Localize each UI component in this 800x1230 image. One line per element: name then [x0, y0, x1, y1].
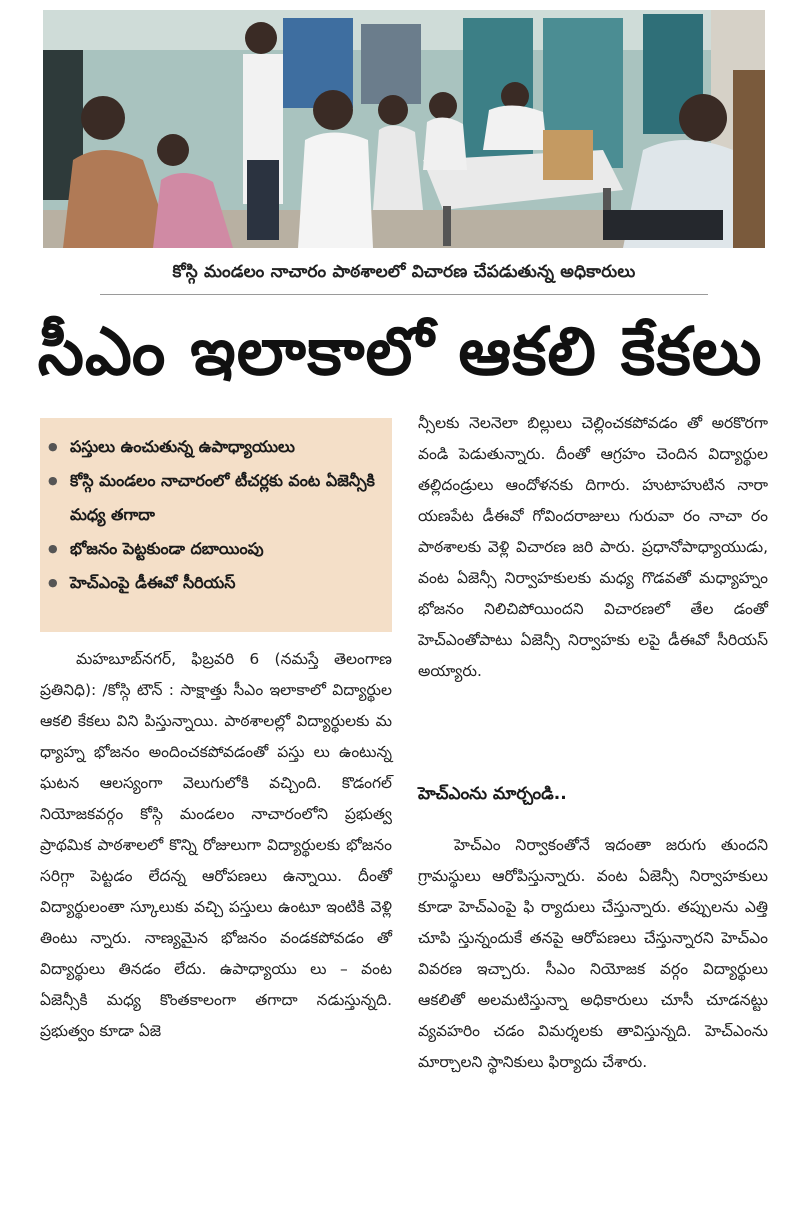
bullet-icon: ● [48, 440, 58, 453]
bullet-icon: ● [48, 542, 58, 555]
classroom-meeting-photo-icon [43, 10, 765, 248]
highlight-item: ● పస్తులు ఉంచుతున్న ఉపాధ్యాయులు [48, 430, 384, 464]
article-right-column-top: న్సీలకు నెలనెలా బిల్లులు చెల్లించకపోవడం తో అరకొరగా వండి పెడుతున్నారు. దీంతో ఆగ్రహం చెందిన విద్యార్థుల తల్లిదండ్రులు ఆందోళనకు దిగారు. హుటాహుటిన నారా యణపేట డీఈవో గోవిందరాజులు గురువా రం నాచా రం పాఠశాలకు వెళ్లి విచారణ జరి పారు. ప్రధానోపాధ్యాయుడు, వంట ఏజెన్సీ నిర్వాహకులకు మధ్య గొడవతో మధ్యాహ్నం భోజనం నిలిచిపోయిందని విచారణలో తేల డంతో హెచ్ఎంతోపాటు ఏజెన్సీ నిర్వాహకు లపై డీఈవో సీరియస్ అయ్యారు. [418, 414, 768, 680]
headline: సీఎం ఇలాకాలో ఆకలి కేకలు [37, 313, 763, 390]
highlights-box [40, 418, 392, 632]
article-left-column: మహబూబ్‌నగర్, ఫిబ్రవరి 6 (నమస్తే తెలంగాణ ప్రతినిధి): /కోస్గి టౌన్ : సాక్షాత్తు సీఎం ఇలాకాలో విద్యార్థుల ఆకలి కేకలు విని పిస్తున్నాయి. పాఠశాలల్లో విద్యార్థులకు మ ధ్యాహ్న భోజనం అందించకపోవడంతో పస్తు లు ఉంటున్న ఘటన ఆలస్యంగా వెలుగులోకి వచ్చింది. కొడంగల్ నియోజకవర్గం కోస్గి మండలం నాచారంలోని ప్రభుత్వ ప్రాథమిక పాఠశాలలో కొన్ని రోజులుగా విద్యార్థులకు భోజనం సరిగ్గా పెట్టడం లేదన్న ఆరోపణలు ఉన్నాయి. దీంతో విద్యార్థులంతా స్కూలుకు వచ్చి పస్తులు ఉంటూ ఇంటికి వెళ్లి తింటు న్నారు. నాణ్యమైన భోజనం వండకపోవడం తో విద్యార్థులు తినడం లేదు. ఉపాధ్యాయు లు – వంట ఏజెన్సీకి మధ్య కొంతకాలంగా తగాదా నడుస్తున్నది. ప్రభుత్వం కూడా ఏజె [40, 650, 392, 1040]
bullet-icon: ● [48, 474, 58, 487]
highlight-item: ● కోస్గి మండలం నాచారంలో టీచర్లకు వంట ఏజెన్సీకి మధ్య తగాదా [48, 464, 384, 532]
bullet-icon: ● [48, 576, 58, 589]
article-subheading: హెచ్ఎంను మార్చండి.. [418, 784, 567, 804]
article-right-column-bottom: హెచ్ఎం నిర్వాకంతోనే ఇదంతా జరుగు తుందని గ్రామస్థులు ఆరోపిస్తున్నారు. వంట ఏజెన్సీ నిర్వాహకులు కూడా హెచ్ఎంపై ఫి ర్యాదులు చేస్తున్నారు. తప్పులను ఎత్తి చూపి స్తున్నందుకే తనపై ఆరోపణలు చేస్తున్నారని హెచ్ఎం వివరణ ఇచ్చారు. సీఎం నియోజక వర్గం విద్యార్థులు ఆకలితో అలమటిస్తున్నా అధికారులు చూసీ చూడనట్టు వ్యవహరిం చడం విమర్శలకు తావిస్తున్నది. హెచ్ఎంను మార్చాలని స్థానికులు ఫిర్యాదు చేశారు. [418, 836, 768, 1071]
news-photo [43, 10, 765, 248]
highlight-item: ● హెచ్ఎంపై డీఈవో సీరియస్ [48, 566, 384, 600]
caption-divider [100, 294, 708, 295]
highlight-item: ● భోజనం పెట్టకుండా దబాయింపు [48, 532, 384, 566]
photo-caption: కోస్గి మండలం నాచారం పాఠశాలలో విచారణ చేపడుతున్న అధికారులు [172, 262, 636, 282]
